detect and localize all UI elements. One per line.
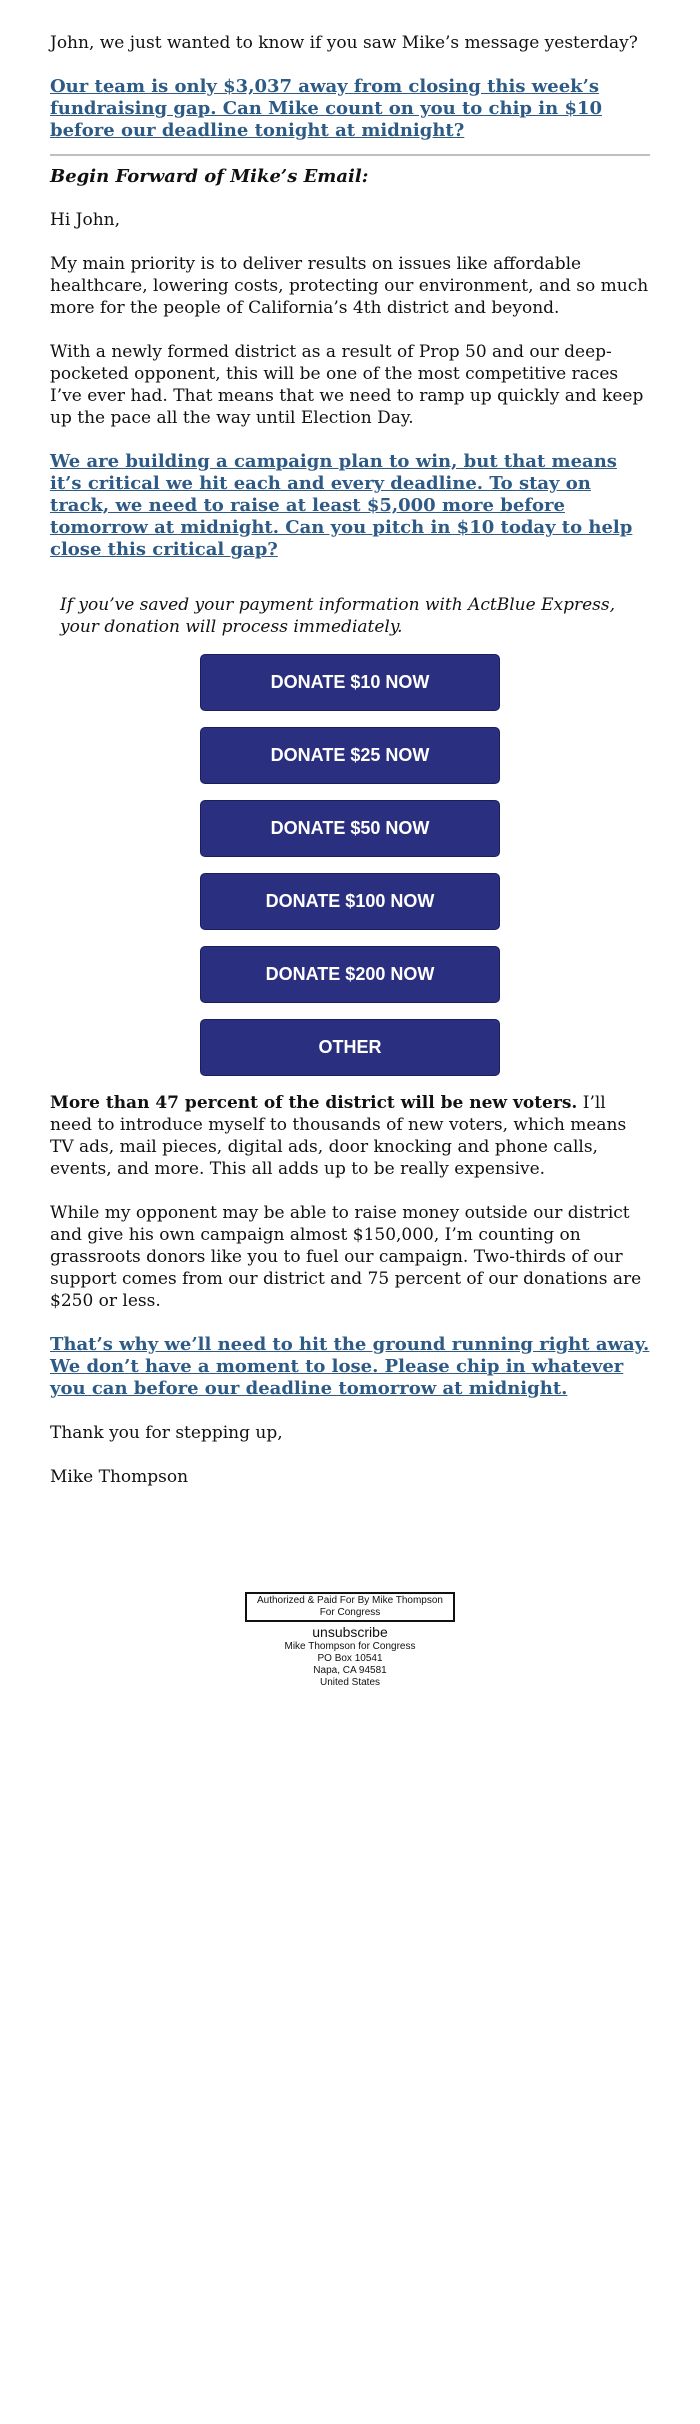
district-paragraph: With a newly formed district as a result of Prop 50 and our deep-pocketed opponent, this will be one of the most competitive races I’ve ever had. That means that we need to ramp up quickly and keep up the pace all the way until Election Day. xyxy=(50,342,644,428)
priority-paragraph: My main priority is to deliver results on issues like affordable healthcare, lowering costs, protecting our environment, and so much more for the people of California’s 4th district and beyond. xyxy=(50,254,649,318)
donate-100-button[interactable]: DONATE $100 NOW xyxy=(200,873,500,930)
paid-for-disclaimer: Authorized & Paid For By Mike Thompson For Congress xyxy=(245,1592,455,1622)
email-body xyxy=(50,32,650,1510)
address-org: Mike Thompson for Congress xyxy=(284,1641,416,1652)
donate-other-button[interactable]: OTHER xyxy=(200,1019,500,1076)
ground-running-link[interactable]: That’s why we’ll need to hit the ground running right away. We don’t have a moment to lose. Please chip in whatever you can before our deadline tomorrow at midnight. xyxy=(50,1334,650,1399)
unsubscribe-link[interactable]: unsubscribe xyxy=(312,1624,388,1640)
donate-buttons xyxy=(200,654,500,1076)
fundraising-gap-paragraph xyxy=(50,76,650,142)
campaign-plan-link[interactable]: We are building a campaign plan to win, but that means it’s critical we hit each and every deadline. To stay on track, we need to raise at least $5,000 more before tomorrow at midnight. Can you pitch in $10 today to help close this critical gap? xyxy=(50,451,633,560)
divider xyxy=(50,154,650,156)
thanks-text: Thank you for stepping up, xyxy=(50,1423,283,1443)
donate-200-button[interactable]: DONATE $200 NOW xyxy=(200,946,500,1003)
greeting: Hi John, xyxy=(50,210,121,230)
email-footer xyxy=(0,1592,700,1689)
ground-running-paragraph xyxy=(50,1334,650,1400)
signature: Mike Thompson xyxy=(50,1467,189,1487)
fundraising-gap-link[interactable]: Our team is only $3,037 away from closing this week’s fundraising gap. Can Mike count on you to chip in $10 before our deadline tonight at midnight? xyxy=(50,76,603,141)
donate-50-button[interactable]: DONATE $50 NOW xyxy=(200,800,500,857)
donate-25-button[interactable]: DONATE $25 NOW xyxy=(200,727,500,784)
campaign-plan-paragraph xyxy=(50,451,650,561)
grassroots-paragraph: While my opponent may be able to raise money outside our district and give his own campaign almost $150,000, I’m counting on grassroots donors like you to fuel our campaign. Two-thirds of our support comes from our district and 75 percent of our donations are $250 or less. xyxy=(50,1203,642,1311)
intro-text: John, we just wanted to know if you saw Mike’s message yesterday? xyxy=(50,33,638,53)
donate-10-button[interactable]: DONATE $10 NOW xyxy=(200,654,500,711)
address-country: United States xyxy=(319,1677,381,1688)
new-voters-paragraph xyxy=(50,1092,650,1180)
address-po-box: PO Box 10541 xyxy=(317,1653,383,1664)
forward-heading: Begin Forward of Mike’s Email: xyxy=(50,166,369,187)
address-city: Napa, CA 94581 xyxy=(313,1665,387,1676)
new-voters-text: I’ll need to introduce myself to thousands of new voters, which means TV ads, mail pieces, digital ads, door knocking and phone calls, events, and more. This all adds up to be really expensive. xyxy=(50,1093,627,1179)
new-voters-emphasis: More than 47 percent of the district will be new voters. xyxy=(50,1093,578,1113)
actblue-note: If you’ve saved your payment information with ActBlue Express, your donation will process immediately. xyxy=(60,595,615,637)
